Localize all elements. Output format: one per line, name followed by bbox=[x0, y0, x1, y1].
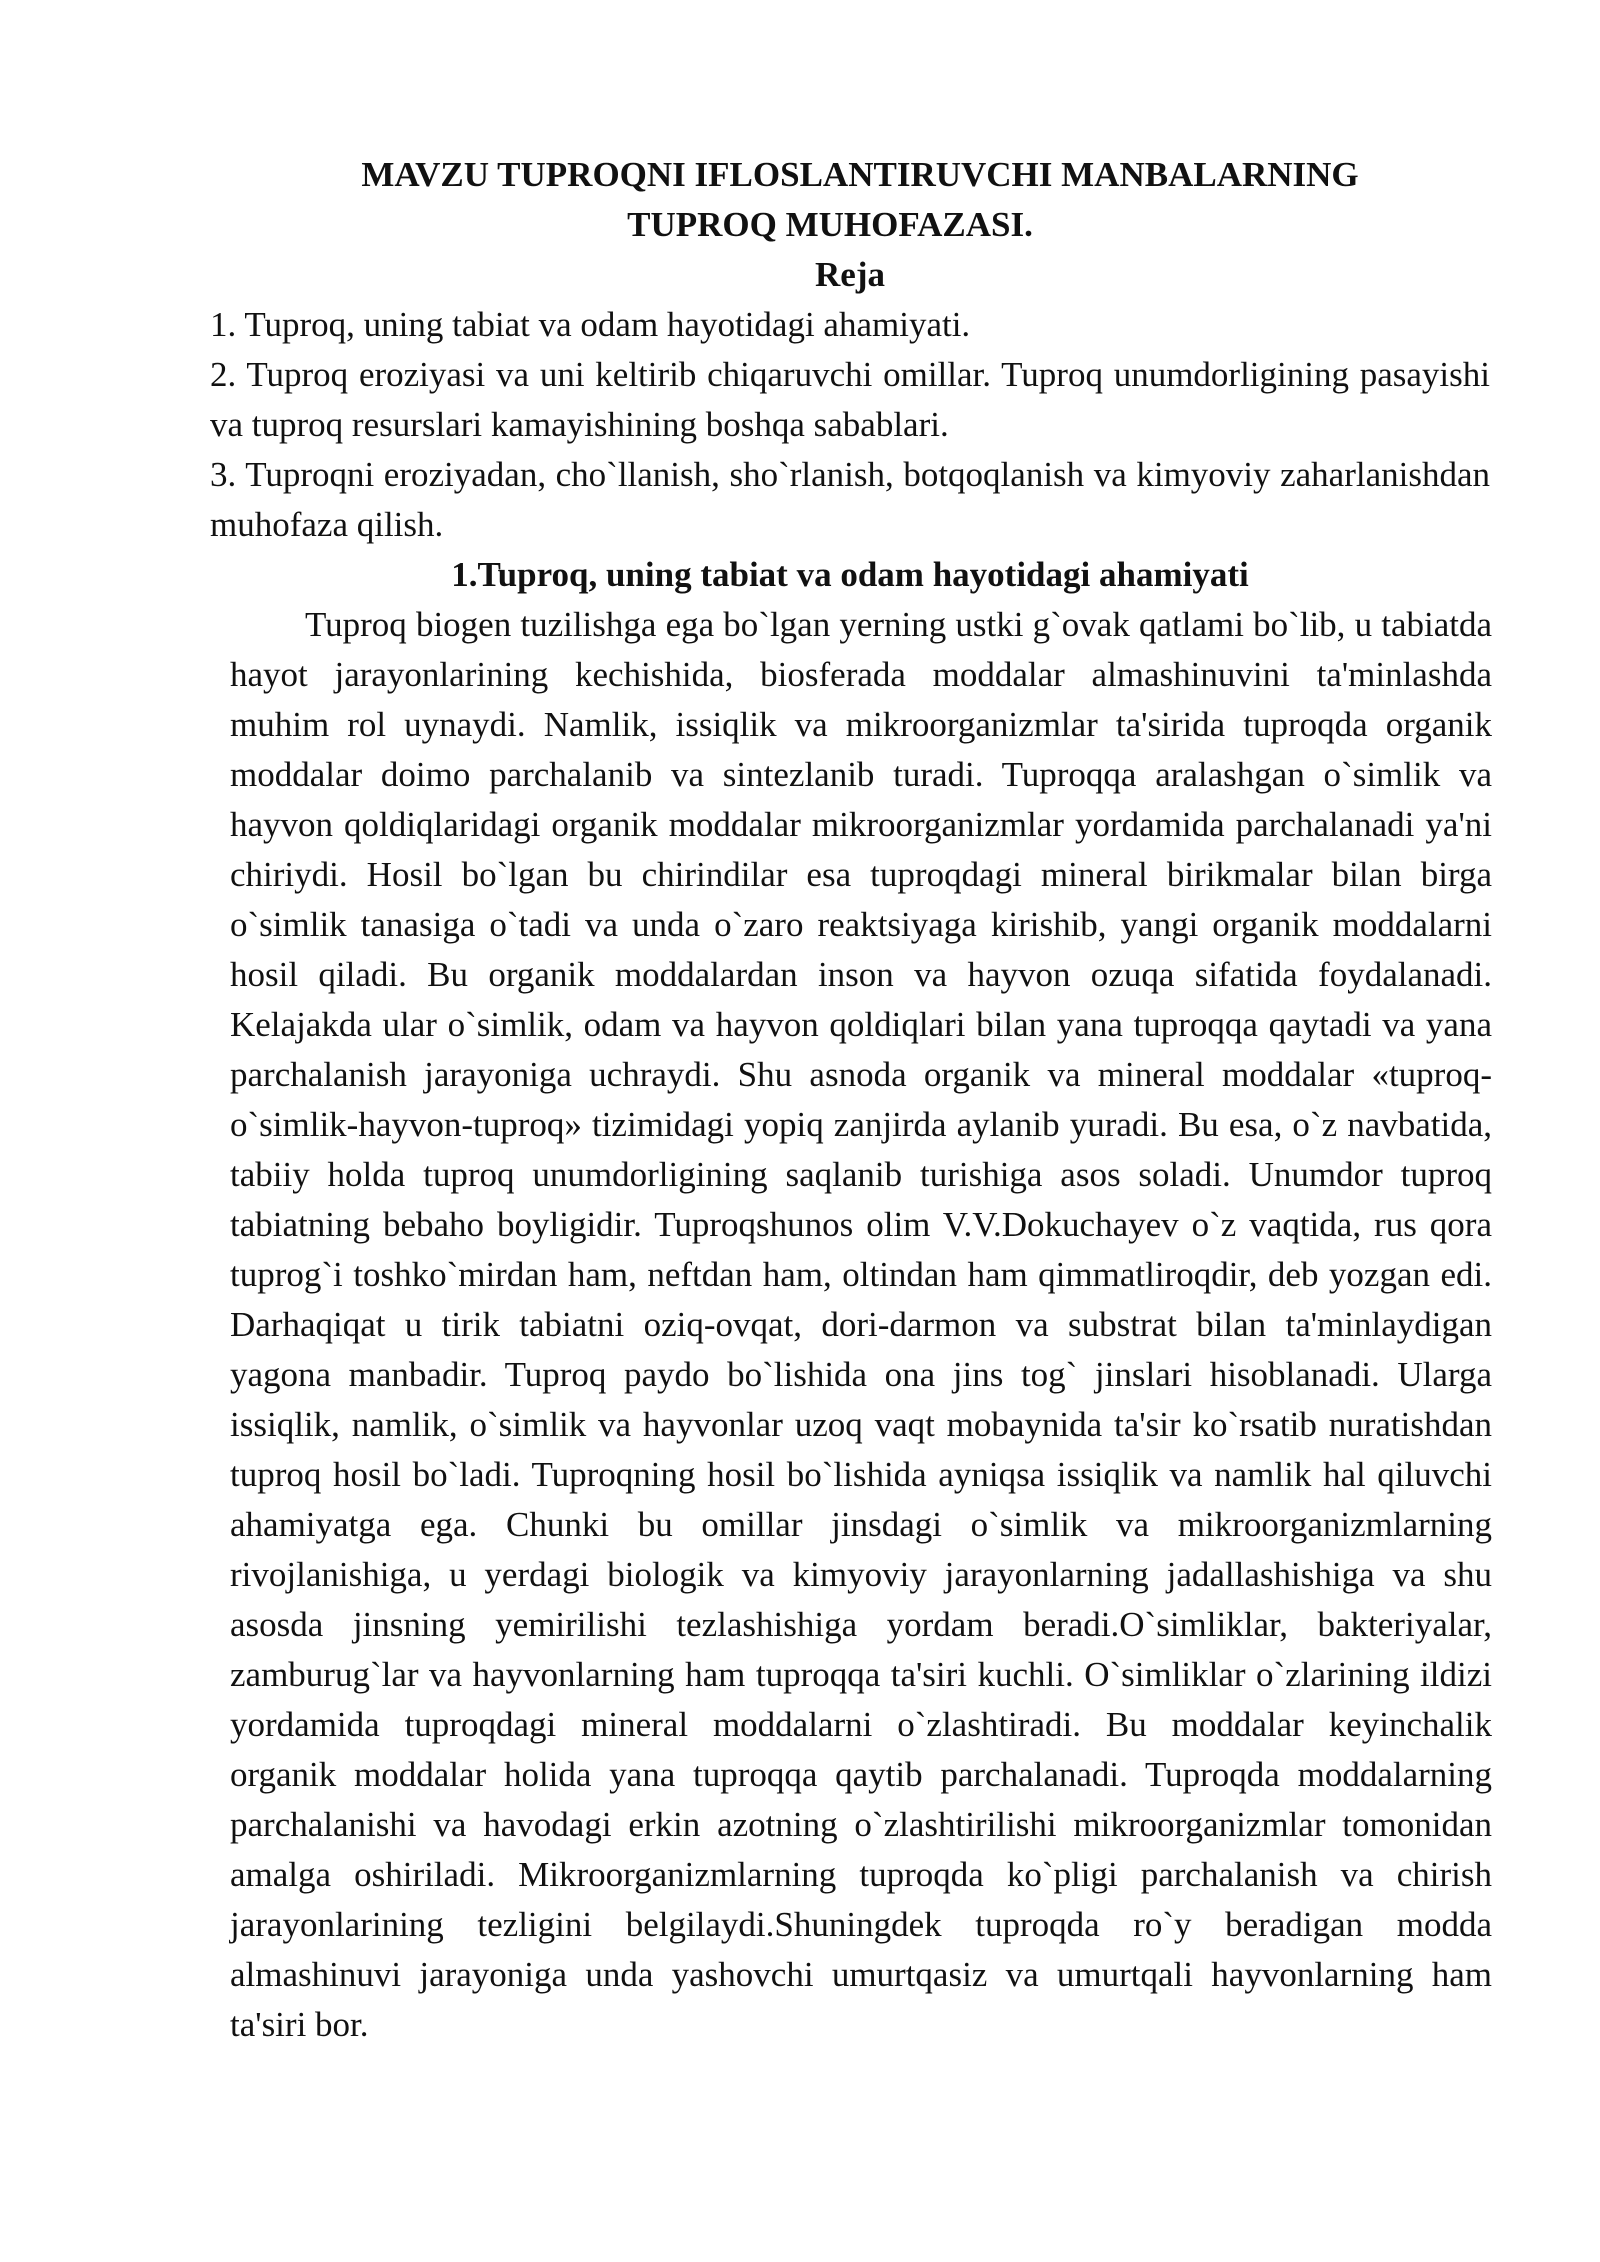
plan-list bbox=[210, 300, 1490, 550]
section-heading: 1.Tuproq, uning tabiat va odam hayotidagi ahamiyati bbox=[451, 555, 1249, 594]
plan-heading: Reja bbox=[815, 255, 885, 294]
title-line-2: TUPROQ MUHOFAZASI. bbox=[627, 205, 1033, 244]
plan-item-1: 1. Tuproq, uning tabiat va odam hayotidagi ahamiyati. bbox=[210, 305, 971, 344]
body-paragraph: Tuproq biogen tuzilishga ega bo`lgan yerning ustki g`ovak qatlami bo`lib, u tabiatda hayot jarayonlarining kechishida, biosferada moddalar almashinuvini ta'minlashda muhim rol uynaydi. Namlik, issiqlik va mikroorganizmlar ta'sirida tuproqda organik moddalar doimo parchalanib va sintezlanib turadi. Tuproqqa aralashgan o`simlik va hayvon qoldiqlaridagi organik moddalar mikroorganizmlar yordamida parchalanadi ya'ni chiriydi. Hosil bo`lgan bu chirindilar esa tuproqdagi mineral birikmalar bilan birga o`simlik tanasiga o`tadi va unda o`zaro reaktsiyaga kirishib, yangi organik moddalarni hosil qiladi. Bu organik moddalardan inson va hayvon ozuqa sifatida foydalanadi. Kelajakda ular o`simlik, odam va hayvon qoldiqlari bilan yana tuproqqa qaytadi va yana parchalanish jarayoniga uchraydi. Shu asnoda organik va mineral moddalar «tuproq-o`simlik-hayvon-tuproq» tizimidagi yopiq zanjirda aylanib yuradi. Bu esa, o`z navbatida, tabiiy holda tuproq unumdorligining saqlanib turishiga asos soladi. Unumdor tuproq tabiatning bebaho boyligidir. Tuproqshunos olim V.V.Dokuchayev o`z vaqtida, rus qora tuprog`i toshko`mirdan ham, neftdan ham, oltindan ham qimmatliroqdir, deb yozgan edi. Darhaqiqat u tirik tabiatni oziq-ovqat, dori-darmon va substrat bilan ta'minlaydigan yagona manbadir. Tuproq paydo bo`lishida ona jins tog` jinslari hisoblanadi. Ularga issiqlik, namlik, o`simlik va hayvonlar uzoq vaqt mobaynida ta'sir ko`rsatib nuratishdan tuproq hosil bo`ladi. Tuproqning hosil bo`lishida ayniqsa issiqlik va namlik hal qiluvchi ahamiyatga ega. Chunki bu omillar jinsdagi o`simlik va mikroorganizmlarning rivojlanishiga, u yerdagi biologik va kimyoviy jarayonlarning jadallashishiga va shu asosda jinsning yemirilishi tezlashishiga yordam beradi.O`simliklar, bakteriyalar, zamburug`lar va hayvonlarning ham tuproqqa ta'siri kuchli. O`simliklar o`zlarining ildizi yordamida tuproqdagi mineral moddalarni o`zlashtiradi. Bu moddalar keyinchalik organik moddalar holida yana tuproqqa qaytib parchalanadi. Tuproqda moddalarning parchalanishi va havodagi erkin azotning o`zlashtirilishi mikroorganizmlar tomonidan amalga oshiriladi. Mikroorganizmlarning tuproqda ko`pligi parchalanish va chirish jarayonlarining tezligini belgilaydi.Shuningdek tuproqda ro`y beradigan modda almashinuvi jarayoniga unda yashovchi umurtqasiz va umurtqali hayvonlarning ham ta'siri bor. bbox=[230, 605, 1492, 2044]
document-title bbox=[210, 150, 1450, 250]
plan-item-3: 3. Tuproqni eroziyadan, cho`llanish, sho`rlanish, botqoqlanish va kimyoviy zaharlanishdan muhofaza qilish. bbox=[210, 455, 1490, 544]
plan-item-2: 2. Tuproq eroziyasi va uni keltirib chiqaruvchi omillar. Tuproq unumdorligining pasayishi va tuproq resurslari kamayishining boshqa sabablari. bbox=[210, 355, 1490, 444]
title-line-1: MAVZU TUPROQNI IFLOSLANTIRUVCHI MANBALARNING bbox=[361, 155, 1359, 194]
